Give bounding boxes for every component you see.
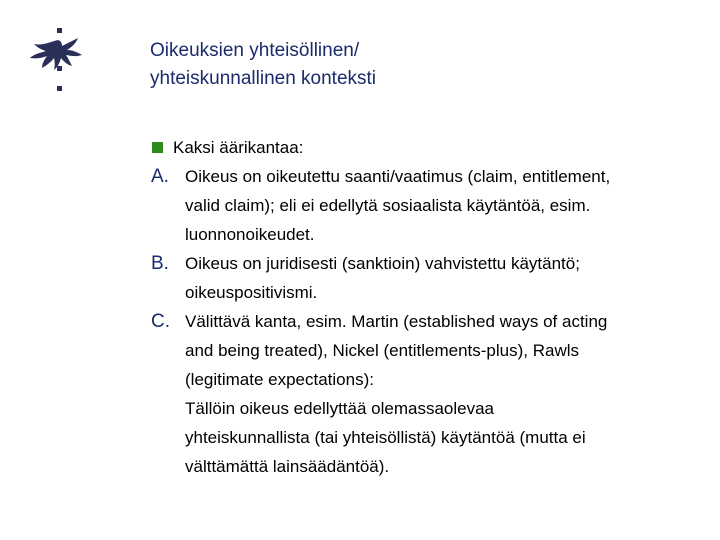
text-line: Oikeus on oikeutettu saanti/vaatimus (claim, entitlement, [185, 167, 611, 186]
list-marker-b: B. [151, 253, 169, 274]
title-line-2: yhteiskunnallinen konteksti [150, 68, 377, 89]
flame-torch-logo [20, 22, 92, 98]
list-marker-a: A. [151, 166, 169, 187]
text-line: Välittävä kanta, esim. Martin (established ways of acting [185, 312, 608, 331]
slide-title [150, 37, 690, 93]
logo-square-top [57, 28, 62, 33]
list-item-a [151, 162, 711, 249]
bullet-text: Kaksi äärikantaa: [173, 138, 304, 157]
list-marker-c: C. [151, 311, 170, 332]
logo-flame [30, 38, 82, 70]
bullet-item [151, 133, 711, 162]
text-line: oikeuspositivismi. [185, 283, 318, 302]
text-line: Tällöin oikeus edellyttää olemassaolevaa [185, 399, 495, 418]
square-bullet-icon [152, 142, 163, 153]
list-item-c [151, 307, 711, 481]
text-line: luonnonoikeudet. [185, 225, 315, 244]
slide-body [151, 133, 711, 481]
list-text-a [185, 162, 711, 249]
logo-square-bottom [57, 86, 62, 91]
text-line: and being treated), Nickel (entitlements-plus), Rawls [185, 341, 580, 360]
text-line: (legitimate expectations): [185, 370, 374, 389]
university-logo [20, 22, 92, 98]
text-line: välttämättä lainsäädäntöä). [185, 457, 390, 476]
logo-square-middle [57, 66, 62, 71]
title-line-1: Oikeuksien yhteisöllinen/ [150, 40, 360, 61]
list-item-b [151, 249, 711, 307]
text-line: yhteiskunnallista (tai yhteisöllistä) käytäntöä (mutta ei [185, 428, 586, 447]
text-line: Oikeus on juridisesti (sanktioin) vahvistettu käytäntö; [185, 254, 580, 273]
list-text-c [185, 307, 711, 481]
list-text-b [185, 249, 711, 307]
text-line: valid claim); eli ei edellytä sosiaalista käytäntöä, esim. [185, 196, 591, 215]
